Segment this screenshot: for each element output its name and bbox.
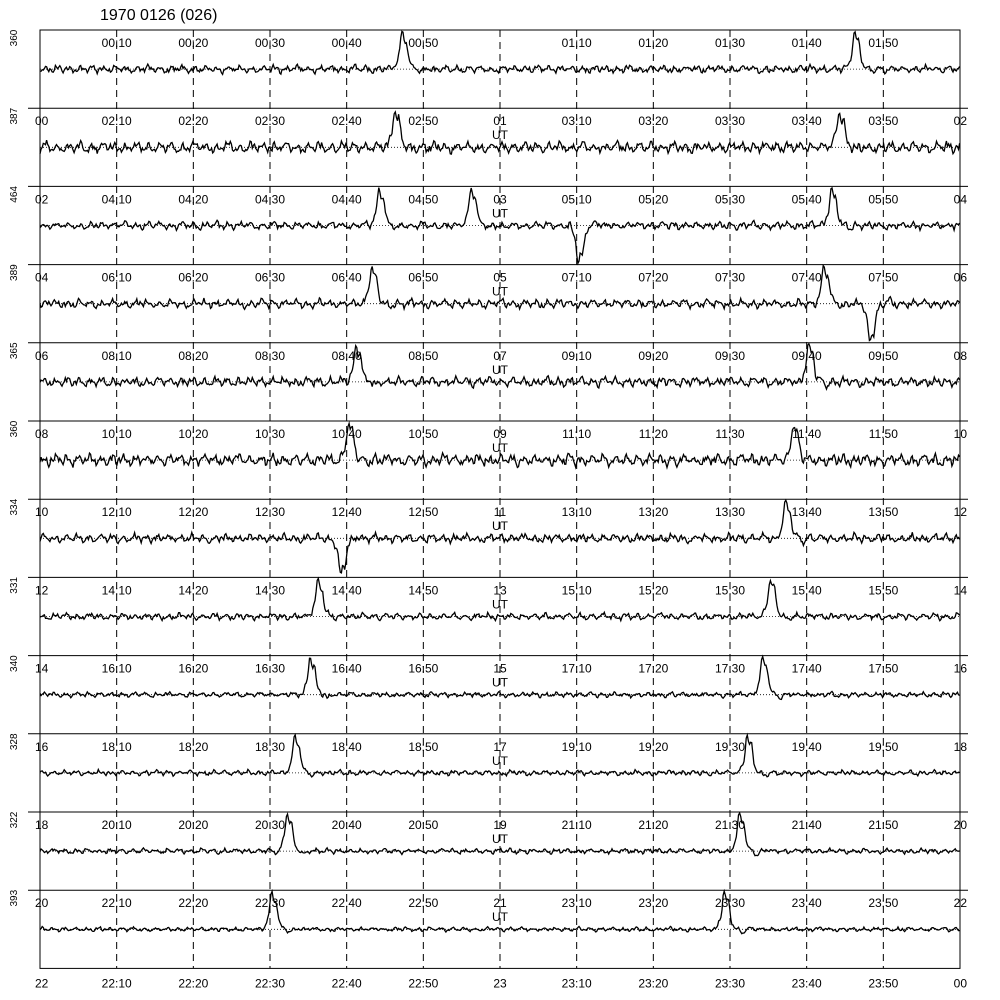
tick-label: 08 xyxy=(953,348,967,363)
tick-label: 09:50 xyxy=(868,348,899,363)
tick-label: 23:40 xyxy=(791,896,822,911)
row-side-label: 389 xyxy=(9,264,20,281)
tick-label: 15:50 xyxy=(868,583,899,598)
tick-label: 21 xyxy=(493,896,507,911)
tick-label: 21:50 xyxy=(868,818,899,832)
tick-label: 06 xyxy=(35,348,49,363)
tick-label: 16 xyxy=(953,661,967,676)
tick-label: 14:10 xyxy=(101,583,132,598)
tick-label: 13:40 xyxy=(791,505,822,520)
tick-label: 19 xyxy=(493,818,507,832)
tick-label: 09:40 xyxy=(791,348,822,363)
tick-label: 00:20 xyxy=(178,36,209,50)
tick-label: 12:40 xyxy=(331,505,362,520)
tick-label: 22:50 xyxy=(408,896,439,911)
tick-label: 04:20 xyxy=(178,192,209,207)
tick-label: 01:10 xyxy=(561,36,592,50)
tick-label: 20 xyxy=(35,896,49,911)
tick-label: 04:10 xyxy=(101,192,132,207)
tick-label: 15:40 xyxy=(791,583,822,598)
tick-label: 23:20 xyxy=(638,896,669,911)
tick-label: 07 xyxy=(493,348,507,363)
tick-label: 06:50 xyxy=(408,270,439,285)
tick-label: 03:20 xyxy=(638,114,669,129)
row-side-label: 360 xyxy=(9,420,20,438)
tick-label: 16 xyxy=(35,739,49,754)
tick-label: 02:20 xyxy=(178,114,209,129)
tick-label: 00:50 xyxy=(408,36,439,50)
tick-label: 02:10 xyxy=(101,114,132,129)
tick-label: 14:40 xyxy=(331,583,362,598)
tick-label: 18:40 xyxy=(331,739,362,754)
tick-label: 11:30 xyxy=(715,427,745,441)
ut-label: UT xyxy=(492,362,508,377)
tick-label: 22:20 xyxy=(178,976,209,991)
tick-label: 15 xyxy=(493,661,507,676)
tick-label: 00 xyxy=(953,976,967,991)
tick-label: 20:50 xyxy=(408,818,439,832)
tick-label: 02:30 xyxy=(254,114,286,129)
tick-label: 08:40 xyxy=(331,348,362,363)
tick-label: 04 xyxy=(35,270,49,285)
tick-label: 01:30 xyxy=(714,36,746,50)
tick-label: 16:40 xyxy=(331,661,362,676)
row-side-label: 464 xyxy=(9,186,20,203)
tick-label: 05:40 xyxy=(791,192,822,207)
tick-label: 06:30 xyxy=(254,270,286,285)
tick-label: 11:50 xyxy=(868,427,898,441)
tick-label: 22:40 xyxy=(331,896,362,911)
tick-label: 20:40 xyxy=(331,818,362,832)
tick-label: 14:20 xyxy=(178,583,209,598)
tick-label: 10:40 xyxy=(331,427,362,441)
tick-label: 20:30 xyxy=(254,818,286,832)
tick-label: 04 xyxy=(953,192,967,207)
tick-label: 19:20 xyxy=(638,739,669,754)
tick-label: 23:50 xyxy=(868,896,899,911)
tick-label: 01:40 xyxy=(791,36,822,50)
tick-label: 07:50 xyxy=(868,270,899,285)
tick-label: 05:20 xyxy=(638,192,669,207)
row-side-label: 360 xyxy=(9,29,20,47)
tick-label: 13:20 xyxy=(638,505,669,520)
ut-label: UT xyxy=(492,519,508,534)
ut-label: UT xyxy=(492,597,508,612)
tick-label: 17:40 xyxy=(791,661,822,676)
tick-label: 05 xyxy=(493,270,507,285)
tick-label: 04:40 xyxy=(331,192,362,207)
tick-label: 04:50 xyxy=(408,192,439,207)
row-side-label: 365 xyxy=(9,342,20,360)
tick-label: 15:30 xyxy=(714,583,746,598)
tick-label: 20 xyxy=(953,818,967,832)
tick-label: 02 xyxy=(35,192,49,207)
tick-label: 08:20 xyxy=(178,348,209,363)
tick-label: 12:30 xyxy=(254,505,286,520)
tick-label: 08:50 xyxy=(408,348,439,363)
tick-label: 12:50 xyxy=(408,505,439,520)
tick-label: 23:40 xyxy=(791,976,822,991)
tick-label: 16:50 xyxy=(408,661,439,676)
tick-label: 07:40 xyxy=(791,270,822,285)
row-side-label: 328 xyxy=(9,733,20,751)
tick-label: 07:10 xyxy=(561,270,592,285)
tick-label: 14 xyxy=(35,661,49,676)
tick-label: 18:30 xyxy=(254,739,286,754)
tick-label: 22:20 xyxy=(178,896,209,911)
tick-label: 07:30 xyxy=(714,270,746,285)
tick-label: 22:10 xyxy=(101,976,132,991)
tick-label: 21:40 xyxy=(791,818,822,832)
tick-label: 01:20 xyxy=(638,36,669,50)
tick-label: 20:10 xyxy=(101,818,132,832)
tick-label: 08:10 xyxy=(101,348,132,363)
tick-label: 10:50 xyxy=(408,427,439,441)
tick-label: 00:40 xyxy=(331,36,362,50)
tick-label: 23:50 xyxy=(868,976,899,991)
tick-label: 12:20 xyxy=(178,505,209,520)
tick-label: 20:20 xyxy=(178,818,209,832)
tick-label: 23 xyxy=(493,976,507,991)
tick-label: 22:30 xyxy=(254,976,286,991)
tick-label: 05:10 xyxy=(561,192,592,207)
tick-label: 15:10 xyxy=(561,583,592,598)
tick-label: 06 xyxy=(953,270,967,285)
tick-label: 09 xyxy=(493,427,507,441)
tick-label: 05:30 xyxy=(714,192,746,207)
tick-label: 06:40 xyxy=(331,270,362,285)
tick-label: 11:20 xyxy=(638,427,668,441)
tick-label: 12 xyxy=(953,505,967,520)
tick-label: 14:50 xyxy=(408,583,439,598)
tick-label: 14:30 xyxy=(254,583,286,598)
tick-label: 02 xyxy=(953,114,967,129)
tick-label: 10 xyxy=(35,505,49,520)
tick-label: 12 xyxy=(35,583,49,598)
ut-label: UT xyxy=(492,832,508,846)
tick-label: 15:20 xyxy=(638,583,669,598)
tick-label: 03:50 xyxy=(868,114,899,129)
tick-label: 17:20 xyxy=(638,661,669,676)
tick-label: 10:20 xyxy=(178,427,209,441)
tick-label: 00:30 xyxy=(254,36,286,50)
tick-label: 19:50 xyxy=(868,739,899,754)
tick-label: 08 xyxy=(35,427,49,441)
tick-label: 10:30 xyxy=(254,427,286,441)
tick-label: 02:40 xyxy=(331,114,362,129)
tick-label: 08:30 xyxy=(254,348,286,363)
ut-label: UT xyxy=(492,910,508,925)
tick-label: 09:20 xyxy=(638,348,669,363)
ut-label: UT xyxy=(492,128,508,143)
tick-label: 21:10 xyxy=(561,818,592,832)
tick-label: 00:10 xyxy=(101,36,132,50)
tick-label: 03:40 xyxy=(791,114,822,129)
tick-label: 23:10 xyxy=(561,896,592,911)
chart-title: 1970 0126 (026) xyxy=(100,7,218,24)
tick-label: 07:20 xyxy=(638,270,669,285)
tick-label: 03:10 xyxy=(561,114,592,129)
tick-label: 21:20 xyxy=(638,818,669,832)
tick-label: 04:30 xyxy=(254,192,286,207)
tick-label: 16:20 xyxy=(178,661,209,676)
tick-label: 18 xyxy=(35,818,49,832)
row-side-label: 331 xyxy=(9,577,20,594)
tick-label: 03 xyxy=(493,192,507,207)
tick-label: 19:30 xyxy=(714,739,746,754)
tick-label: 09:30 xyxy=(714,348,746,363)
tick-label: 17:50 xyxy=(868,661,899,676)
tick-label: 22:30 xyxy=(254,896,286,911)
tick-label: 11:40 xyxy=(792,427,822,441)
ut-label: UT xyxy=(492,206,508,221)
tick-label: 18:20 xyxy=(178,739,209,754)
ut-label: UT xyxy=(492,675,508,690)
tick-label: 23:10 xyxy=(561,976,592,991)
tick-label: 11 xyxy=(493,505,507,520)
tick-label: 17 xyxy=(493,739,507,754)
tick-label: 01 xyxy=(493,114,507,129)
tick-label: 06:10 xyxy=(101,270,132,285)
tick-label: 21:30 xyxy=(714,818,746,832)
tick-label: 18 xyxy=(953,739,967,754)
tick-label: 22:10 xyxy=(101,896,132,911)
tick-label: 23:20 xyxy=(638,976,669,991)
ut-label: UT xyxy=(492,753,508,768)
tick-label: 22 xyxy=(953,896,967,911)
ut-label: UT xyxy=(492,284,508,299)
tick-label: 13 xyxy=(493,583,507,598)
tick-label: 00 xyxy=(35,114,49,129)
tick-label: 12:10 xyxy=(101,505,132,520)
tick-label: 02:50 xyxy=(408,114,439,129)
tick-label: 14 xyxy=(953,583,967,598)
tick-label: 06:20 xyxy=(178,270,209,285)
tick-label: 03:30 xyxy=(714,114,746,129)
tick-label: 19:40 xyxy=(791,739,822,754)
tick-label: 18:50 xyxy=(408,739,439,754)
tick-label: 05:50 xyxy=(868,192,899,207)
tick-label: 16:10 xyxy=(101,661,132,676)
row-side-label: 322 xyxy=(9,811,20,829)
tick-label: 17:30 xyxy=(714,661,746,676)
tick-label: 11:10 xyxy=(562,427,592,441)
rows-layer xyxy=(9,29,968,990)
tick-label: 10:10 xyxy=(101,427,132,441)
row-side-label: 393 xyxy=(9,889,20,907)
tick-label: 22:40 xyxy=(331,976,362,991)
tick-label: 23:30 xyxy=(714,896,746,911)
tick-label: 13:30 xyxy=(714,505,746,520)
tick-label: 01:50 xyxy=(868,36,899,50)
tick-label: 23:30 xyxy=(714,976,746,991)
tick-label: 18:10 xyxy=(101,739,132,754)
tick-label: 16:30 xyxy=(254,661,286,676)
tick-label: 22 xyxy=(35,976,49,991)
tick-label: 22:50 xyxy=(408,976,439,991)
tick-label: 17:10 xyxy=(561,661,592,676)
tick-label: 09:10 xyxy=(561,348,592,363)
row-side-label: 334 xyxy=(9,498,20,516)
tick-label: 19:10 xyxy=(561,739,592,754)
row-side-label: 340 xyxy=(9,655,20,672)
tick-label: 10 xyxy=(953,427,967,441)
tick-label: 13:10 xyxy=(561,505,592,520)
ut-label: UT xyxy=(492,441,508,455)
tick-label: 13:50 xyxy=(868,505,899,520)
row-side-label: 387 xyxy=(9,107,20,125)
